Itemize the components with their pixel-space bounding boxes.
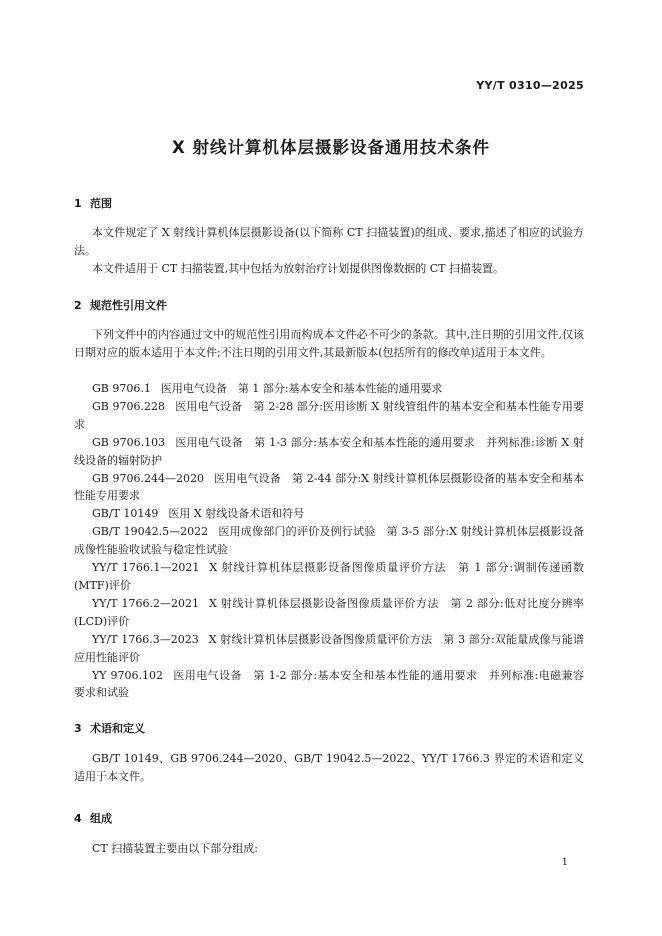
reference-item: GB 9706.244—2020 医用电气设备 第 2-44 部分:X 射线计算机体层摄影设备的基本安全和基本性能专用要求 [74, 471, 584, 503]
reference-item: YY/T 1766.2—2021 X 射线计算机体层摄影设备图像质量评价方法 第 2 部分:低对比度分辨率(LCD)评价 [74, 596, 584, 628]
document-title: X 射线计算机体层摄影设备通用技术条件 [172, 138, 490, 157]
reference-item: GB 9706.103 医用电气设备 第 1-3 部分:基本安全和基本性能的通用要求 并列标准:诊断 X 射线设备的辐射防护 [74, 435, 584, 467]
page-number: 1 [561, 857, 568, 868]
reference-item: GB/T 19042.5—2022 医用成像部门的评价及例行试验 第 3-5 部分:X 射线计算机体层摄影设备成像性能验收试验与稳定性试验 [74, 525, 584, 557]
scope-paragraph-1: 本文件规定了 X 射线计算机体层摄影设备(以下简称 CT 扫描装置)的组成、要求,描述了相应的试验方法。 [74, 226, 584, 257]
section-number: 2 [74, 299, 82, 312]
section-title: 术语和定义 [90, 722, 145, 735]
section-number: 3 [74, 722, 82, 735]
section-1-heading [74, 195, 112, 211]
reference-item: YY/T 1766.1—2021 X 射线计算机体层摄影设备图像质量评价方法 第 1 部分:调制传递函数(MTF)评价 [74, 561, 585, 592]
reference-item: GB/T 10149 医用 X 射线设备术语和符号 [92, 507, 305, 521]
normative-intro: 下列文件中的内容通过文中的规范性引用而构成本文件必不可少的条款。其中,注日期的引用文件,仅该日期对应的版本适用于本文件;不注日期的引用文件,其最新版本(包括所有的修改单)适用于本文件。 [74, 328, 584, 359]
terms-paragraph: GB/T 10149、GB 9706.244—2020、GB/T 19042.5—2022、YY/T 1766.3 界定的术语和定义适用于本文件。 [74, 752, 584, 783]
section-number: 1 [74, 197, 82, 210]
reference-item: GB 9706.1 医用电气设备 第 1 部分:基本安全和基本性能的通用要求 [92, 382, 443, 395]
section-2-heading [74, 297, 167, 313]
section-title: 规范性引用文件 [90, 299, 167, 312]
reference-list [74, 380, 595, 702]
standard-code: YY/T 0310—2025 [476, 79, 584, 92]
section-title: 范围 [90, 197, 112, 210]
scope-paragraph-2: 本文件适用于 CT 扫描装置,其中包括为放射治疗计划提供图像数据的 CT 扫描装置。 [92, 262, 504, 275]
composition-paragraph: CT 扫描装置主要由以下部分组成: [92, 842, 258, 855]
section-title: 组成 [90, 812, 112, 825]
section-number: 4 [74, 812, 82, 825]
section-3-heading [74, 720, 145, 736]
reference-item: YY 9706.102 医用电气设备 第 1-2 部分:基本安全和基本性能的通用要求 并列标准:电磁兼容 要求和试验 [74, 668, 595, 700]
section-4-heading [74, 810, 112, 826]
reference-item: YY/T 1766.3—2023 X 射线计算机体层摄影设备图像质量评价方法 第 3 部分:双能量成像与能谱应用性能评价 [74, 632, 584, 664]
reference-item: GB 9706.228 医用电气设备 第 2-28 部分:医用诊断 X 射线管组件的基本安全和基本性能专用要求 [74, 399, 585, 431]
